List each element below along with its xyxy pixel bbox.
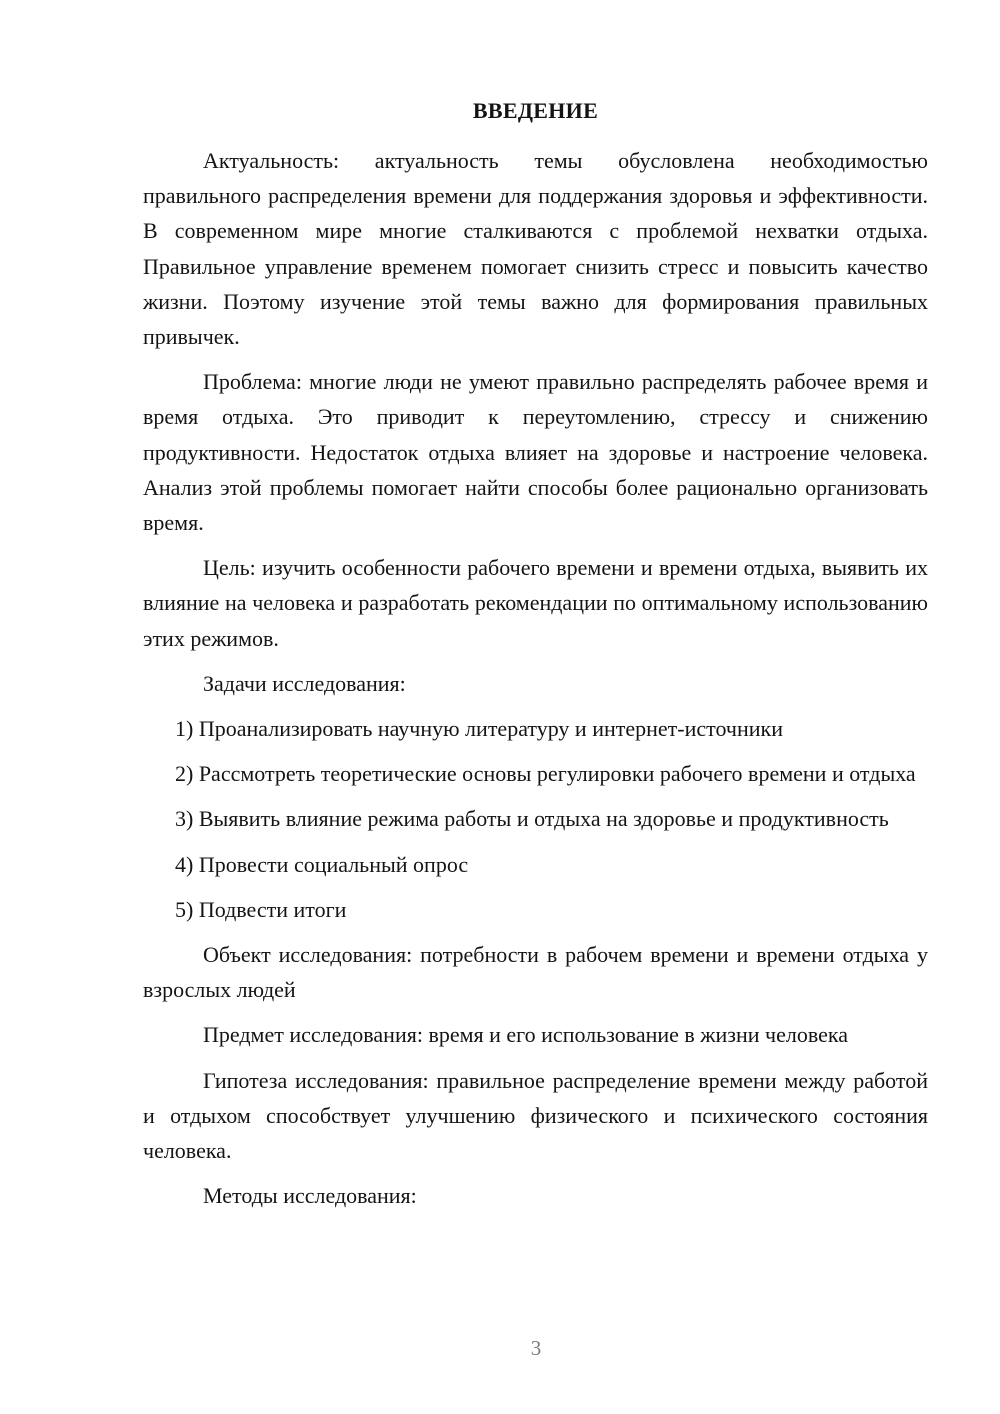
list-item-task-4: 4) Провести социальный опрос: [175, 851, 469, 877]
paragraph-goal: Цель: изучить особенности рабочего времени и времени отдыха, выявить их влияние на человека и разработать рекомендации по оптимальному использованию этих режимов.: [143, 555, 928, 651]
page-number: 3: [530, 1336, 542, 1360]
paragraph-relevance: Актуальность: актуальность темы обусловлена необходимостью правильного распределения времени для поддержания здоровья и эффективности. В современном мире многие сталкиваются с проблемой нехватки отдыха. Правильное управление временем помогает снизить стресс и повысить качество жизни. Поэтому изучение этой темы важно для формирования правильных привычек.: [143, 148, 928, 350]
paragraph-hypothesis: Гипотеза исследования: правильное распределение времени между работой и отдыхом способствует улучшению физического и психического состояния человека.: [143, 1067, 928, 1164]
paragraph-methods: Методы исследования:: [203, 1183, 417, 1209]
paragraph-problem: Проблема: многие люди не умеют правильно распределять рабочее время и время отдыха. Это приводит к переутомлению, стрессу и снижению продуктивности. Недостаток отдыха влияет на здоровье и настроение человека. Анализ этой проблемы помогает найти способы более рационально организовать время.: [143, 369, 928, 536]
list-item-task-3: 3) Выявить влияние режима работы и отдыха на здоровье и продуктивность: [175, 806, 889, 832]
paragraph-object: Объект исследования: потребности в рабочем времени и времени отдыха у взрослых людей: [143, 942, 928, 1003]
list-item-task-5: 5) Подвести итоги: [175, 896, 347, 922]
list-item-task-1: 1) Проанализировать научную литературу и интернет-источники: [175, 716, 783, 742]
paragraph-subject: Предмет исследования: время и его использование в жизни человека: [203, 1022, 848, 1048]
document-body: [143, 143, 928, 1223]
page-title: ВВЕДЕНИЕ: [472, 98, 599, 123]
list-item-task-2: 2) Рассмотреть теоретические основы регулировки рабочего времени и отдыха: [175, 761, 916, 787]
paragraph-tasks-heading: Задачи исследования:: [203, 670, 406, 696]
